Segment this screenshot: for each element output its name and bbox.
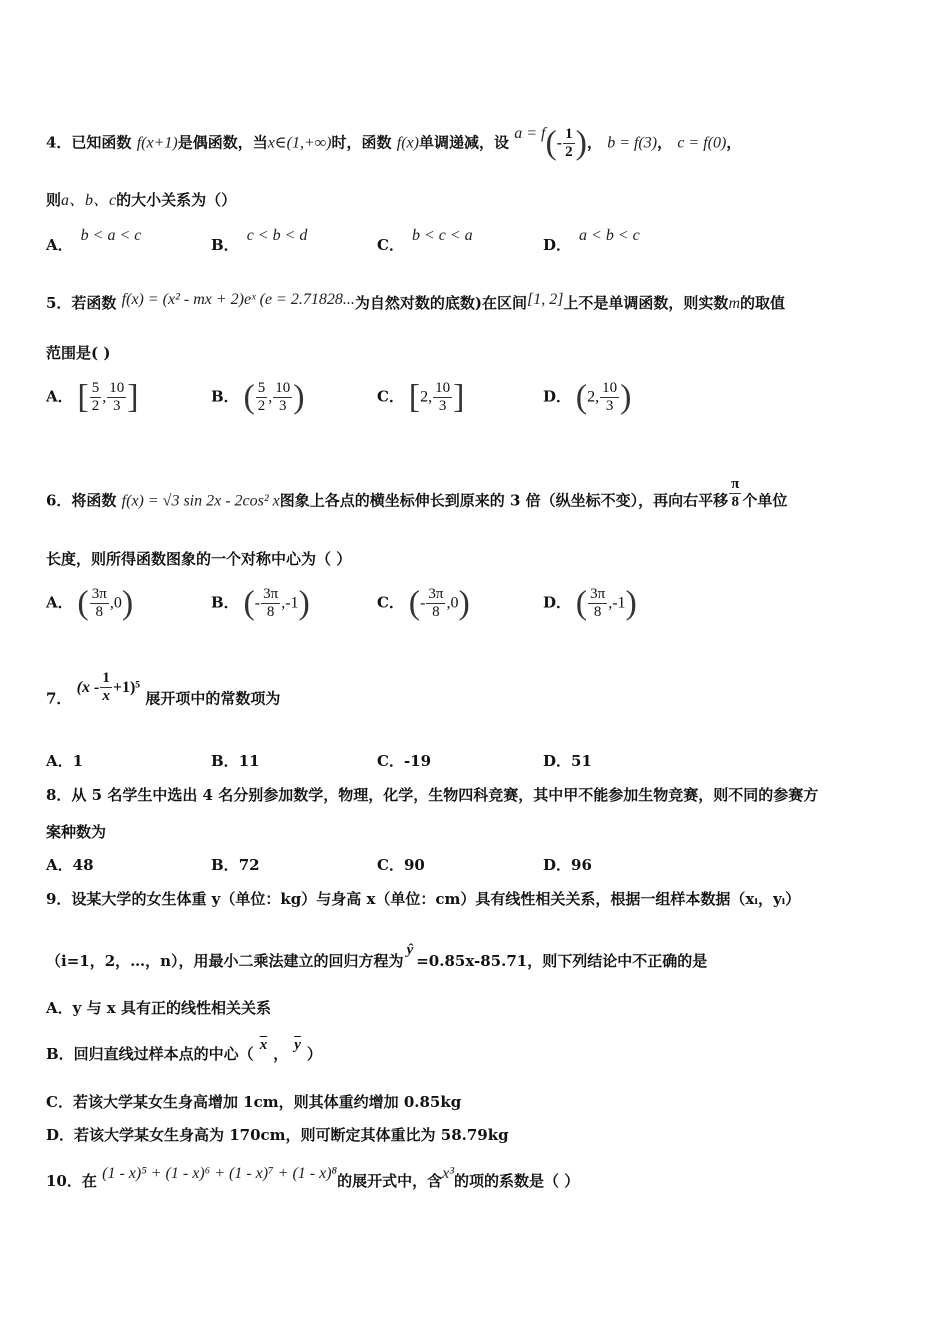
fraction (107, 380, 126, 415)
q6-option-a[interactable] (46, 586, 133, 621)
num: 5 (91, 380, 100, 396)
q5-option-b[interactable] (211, 380, 305, 415)
paren-left: ( (408, 584, 421, 622)
option-label: B． (211, 593, 239, 612)
den: 3 (605, 398, 614, 414)
q9-optb-post: ） (306, 1045, 322, 1063)
paren-right: ) (620, 378, 632, 416)
den: 8 (95, 604, 104, 620)
q10-line1 (46, 1165, 580, 1193)
q5-option-c[interactable] (377, 380, 464, 415)
q6-option-b[interactable] (211, 586, 310, 621)
fraction (600, 380, 619, 415)
paren-right: ) (298, 584, 310, 622)
option-label: D． (543, 236, 572, 254)
num: 3π (428, 586, 444, 602)
q4-domain: x∈(1,+∞) (267, 134, 332, 152)
q5-m: m (728, 295, 740, 312)
paren-right: ) (121, 584, 134, 622)
q4-option-d[interactable] (543, 227, 640, 257)
fraction (100, 670, 112, 705)
paren-right: ) (293, 378, 305, 416)
paren-left: ( (575, 378, 588, 416)
q7-line1 (46, 670, 281, 717)
q9-ybar: $\overline{y}$ (294, 1037, 301, 1053)
option-value: 72 (238, 856, 260, 874)
den: 2 (257, 398, 266, 414)
comma: , (102, 388, 107, 406)
q9-xbar: $\overline{x}$ (259, 1037, 268, 1053)
option-label: B． (211, 387, 239, 406)
q5-interval: [1, 2] (526, 291, 564, 308)
tail: ,0 (446, 594, 459, 612)
option-label: B． (211, 856, 239, 874)
option-label: D． (543, 387, 572, 406)
tail: ,-1 (281, 594, 299, 612)
q4-a-paren: ( (545, 124, 557, 162)
bracket-right: ] (453, 378, 465, 416)
q9-optb-pre: B．回归直线过样本点的中心（ (46, 1045, 254, 1063)
option-value: 48 (72, 856, 94, 874)
q10-number: 10．在 (46, 1172, 97, 1190)
num: 10 (602, 380, 618, 396)
q4-number: 4．已知函数 (46, 133, 132, 152)
fraction (90, 586, 109, 621)
q7-number: 7． (46, 689, 72, 708)
q6-option-c[interactable] (377, 586, 470, 621)
q6-option-d[interactable] (543, 586, 637, 621)
q4-line1: 4．已知函数 f(x+1)是偶函数，当x∈(1,+∞)时，函数 f(x)单调递减，设 a = f(- $\frac{1}{2}$ )， b = f(3)， c = f(0)， (46, 124, 742, 162)
expr-right: +1)⁵ (112, 678, 141, 696)
q9-option-a[interactable]: A．y 与 x 具有正的线性相关关系 (46, 999, 271, 1017)
q8-option-b[interactable] (211, 854, 260, 876)
q9-yhat: ŷ (406, 942, 414, 958)
q4-fx1: f(x+1) (136, 134, 178, 152)
q4-a-den: 2 (565, 144, 573, 160)
option-label: A． (46, 856, 73, 874)
q9-line2-pre: （i=1，2，…，n），用最小二乘法建立的回归方程为 (46, 952, 404, 970)
option-label: D． (543, 593, 572, 612)
option-value: -19 (403, 752, 432, 770)
left-value: 2, (420, 388, 433, 406)
den: 2 (91, 398, 100, 414)
q9-line2 (46, 942, 708, 973)
q6-number: 6．将函数 (46, 491, 117, 510)
q6-line2: 长度，则所得函数图象的一个对称中心为（ ） (46, 550, 352, 568)
q4-text2: 时，函数 (331, 133, 392, 152)
option-value: 51 (571, 752, 592, 770)
q6-text1: 图象上各点的横坐标伸长到原来的 3 倍（纵坐标不变），再向右平移 (279, 491, 729, 510)
fraction (426, 586, 445, 621)
q5-line2: 范围是( ) (46, 344, 111, 362)
q5-number: 5．若函数 (46, 294, 117, 312)
q4-a-num: 1 (565, 126, 573, 142)
option-label: C． (377, 752, 404, 770)
q9-option-c[interactable]: C．若该大学某女生身高增加 1cm，则其体重约增加 0.85kg (46, 1093, 462, 1111)
q7-option-d[interactable] (543, 750, 592, 772)
left-value: 2, (587, 388, 600, 406)
sign: - (420, 594, 426, 612)
num: 3π (263, 586, 279, 602)
option-value: 90 (403, 856, 425, 874)
option-label: C． (377, 236, 404, 254)
option-label: B． (211, 236, 239, 254)
option-value: 96 (571, 856, 592, 874)
q8-line1: 8．从 5 名学生中选出 4 名分别参加数学，物理，化学，生物四科竞赛，其中甲不能参加生物竞赛，则不同的参赛方 (46, 786, 819, 804)
den: 8 (432, 604, 440, 620)
q4-a-fraction (563, 126, 575, 161)
den: 8 (593, 604, 602, 620)
den: 3 (279, 398, 287, 414)
q9-sep: ， (273, 1045, 289, 1063)
q8-option-c[interactable] (377, 854, 425, 876)
q7-expression (76, 670, 141, 704)
option-label: D． (543, 752, 572, 770)
q4-a-minus: - (556, 134, 563, 152)
q5-option-a[interactable] (46, 380, 139, 415)
paren-left: ( (243, 584, 255, 622)
q9-line2-post: =0.85x-85.71，则下列结论中不正确的是 (416, 952, 708, 970)
q4-line2 (46, 189, 236, 212)
q6-expression: f(x) = √3 sin 2x - 2cos² x (121, 492, 280, 510)
sign: - (254, 594, 261, 612)
q8-option-a[interactable] (46, 854, 94, 876)
q4-text1: 是偶函数，当 (177, 133, 268, 152)
num: 5 (257, 380, 266, 396)
num: 1 (102, 670, 110, 686)
paren-right: ) (458, 584, 470, 622)
den: 3 (438, 398, 447, 414)
q7-option-b[interactable] (211, 750, 260, 772)
option-label: C． (377, 593, 404, 612)
bracket-left: [ (77, 378, 89, 416)
q4-text3: 单调递减，设 (418, 133, 509, 152)
q6-line1 (46, 476, 788, 519)
q4-option-c[interactable] (377, 227, 473, 257)
q4-fx: f(x) (396, 134, 419, 152)
fraction (588, 586, 607, 621)
q5-expression: f(x) = (x² - mx + 2)eˣ (e = 2.71828... (121, 291, 355, 308)
den: x (102, 688, 110, 704)
q7-option-a[interactable] (46, 750, 83, 772)
q4-b-def: b = f(3) (607, 134, 658, 152)
comma: , (268, 388, 273, 406)
den: 8 (266, 604, 275, 620)
fraction (433, 380, 452, 415)
fraction (90, 380, 102, 415)
option-label: C． (377, 856, 404, 874)
den: 8 (731, 494, 740, 510)
option-label: B． (211, 752, 239, 770)
num: 3π (590, 586, 606, 602)
q10-text1: 的展开式中，含 (337, 1172, 443, 1190)
q7-text: 展开项中的常数项为 (145, 689, 281, 708)
option-label: A． (46, 236, 73, 254)
q5-option-d[interactable] (543, 380, 631, 415)
num: 10 (275, 380, 291, 396)
q4-a-def: a = f (514, 124, 546, 142)
option-value: 1 (72, 752, 84, 770)
option-math: b < c < a (411, 227, 473, 244)
q7-option-c[interactable] (377, 750, 431, 772)
q6-shift-fraction (729, 476, 741, 511)
bracket-right: ] (127, 378, 139, 416)
option-value: 11 (238, 752, 260, 770)
fraction (256, 380, 268, 415)
q4-line2-suffix: 的大小关系为（） (116, 191, 237, 209)
q4-line2-prefix: 则 (46, 191, 62, 209)
option-label: C． (377, 387, 404, 406)
num: 10 (435, 380, 451, 396)
paren-left: ( (243, 378, 255, 416)
option-label: A． (46, 752, 73, 770)
option-math: b < a < c (80, 227, 142, 244)
paren-right: ) (625, 584, 637, 622)
option-math: a < b < c (579, 227, 640, 244)
q5-line1 (46, 292, 785, 315)
tail: ,-1 (608, 594, 626, 612)
q4-c-def: c = f(0) (677, 134, 727, 152)
q4-a-paren-close: ) (575, 124, 587, 162)
den: 3 (113, 398, 121, 414)
q10-x3: x³ (442, 1165, 455, 1182)
q5-text3: 的取值 (740, 294, 786, 312)
q9-line1: 9．设某大学的女生体重 y（单位：kg）与身高 x（单位：cm）具有线性相关关系，根据一组样本数据（xᵢ，yᵢ） (46, 890, 801, 908)
num: π (731, 476, 740, 492)
paren-left: ( (77, 584, 89, 622)
option-math: c < b < d (246, 227, 308, 244)
option-label: A． (46, 593, 73, 612)
q8-line2: 案种数为 (46, 823, 107, 841)
tail: ,0 (109, 594, 122, 612)
q9-option-d[interactable]: D．若该大学某女生身高为 170cm，则可断定其体重比为 58.79kg (46, 1126, 509, 1144)
q5-text2: 上不是单调函数，则实数 (563, 294, 729, 312)
paren-left: ( (575, 584, 588, 622)
q10-text2: 的项的系数是（ ） (454, 1172, 580, 1190)
q4-option-a[interactable] (46, 227, 142, 257)
q8-option-d[interactable] (543, 854, 592, 876)
fraction (273, 380, 292, 415)
option-label: D． (543, 856, 572, 874)
bracket-left: [ (408, 378, 421, 416)
q4-abc: a、b、c (61, 192, 117, 209)
expr-left: (x - (76, 678, 100, 696)
num: 10 (109, 380, 125, 396)
q6-text2: 个单位 (742, 491, 788, 510)
q5-text1: 为自然对数的底数)在区间 (354, 294, 527, 312)
fraction (261, 586, 280, 621)
option-label: A． (46, 387, 73, 406)
q9-option-b[interactable] (46, 1037, 322, 1066)
q10-expression: (1 - x)⁵ + (1 - x)⁶ + (1 - x)⁷ + (1 - x)⁸ (102, 1165, 338, 1182)
num: 3π (91, 586, 107, 602)
q4-option-b[interactable] (211, 227, 308, 257)
